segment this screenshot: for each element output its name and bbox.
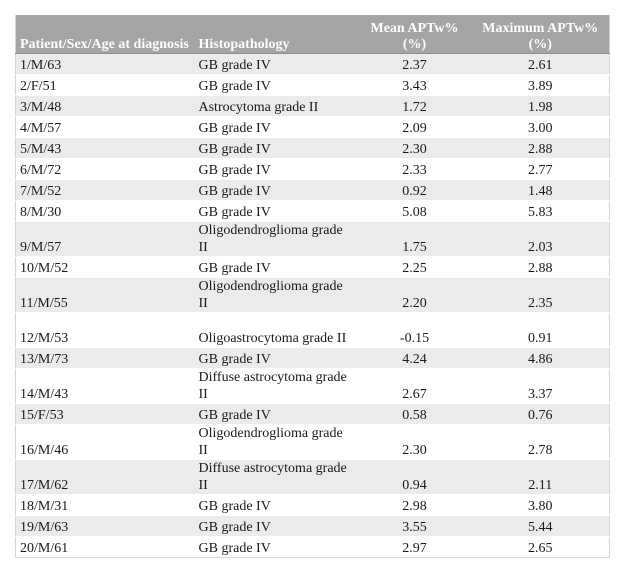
cell-max-aptw: 0.76	[472, 404, 610, 425]
cell-patient: 1/M/63	[16, 54, 195, 75]
cell-patient: 2/F/51	[16, 75, 195, 96]
cell-max-aptw: 3.00	[472, 117, 610, 138]
header-max-aptw: Maximum APTw% (%)	[472, 15, 610, 54]
cell-mean-aptw: 2.25	[358, 257, 472, 278]
cell-patient: 10/M/52	[16, 257, 195, 278]
cell-mean-aptw: 1.75	[358, 222, 472, 257]
table-body	[16, 54, 610, 558]
table-row	[16, 222, 610, 257]
cell-max-aptw: 5.44	[472, 516, 610, 537]
table-row	[16, 180, 610, 201]
cell-patient: 13/M/73	[16, 348, 195, 369]
cell-max-aptw: 2.03	[472, 222, 610, 257]
table-row	[16, 96, 610, 117]
table-row	[16, 348, 610, 369]
cell-mean-aptw: 2.33	[358, 159, 472, 180]
cell-max-aptw: 3.37	[472, 369, 610, 404]
cell-max-aptw: 0.91	[472, 313, 610, 348]
cell-histopathology: Diffuse astrocytoma grade II	[195, 369, 358, 404]
cell-max-aptw: 2.88	[472, 138, 610, 159]
cell-mean-aptw: 4.24	[358, 348, 472, 369]
cell-mean-aptw: 3.55	[358, 516, 472, 537]
cell-mean-aptw: 1.72	[358, 96, 472, 117]
table-row	[16, 138, 610, 159]
table-row	[16, 460, 610, 495]
cell-mean-aptw: 2.20	[358, 278, 472, 313]
table-row	[16, 537, 610, 558]
cell-mean-aptw: 2.97	[358, 537, 472, 558]
cell-mean-aptw: 2.37	[358, 54, 472, 75]
cell-histopathology: Oligodendroglioma grade II	[195, 222, 358, 257]
table-row	[16, 369, 610, 404]
table-row	[16, 75, 610, 96]
table-row	[16, 54, 610, 75]
table-row	[16, 201, 610, 222]
cell-histopathology: GB grade IV	[195, 495, 358, 516]
cell-patient: 14/M/43	[16, 369, 195, 404]
header-patient: Patient/Sex/Age at diagnosis	[16, 15, 195, 54]
cell-mean-aptw: 2.09	[358, 117, 472, 138]
cell-patient: 6/M/72	[16, 159, 195, 180]
cell-max-aptw: 2.77	[472, 159, 610, 180]
cell-patient: 12/M/53	[16, 313, 195, 348]
cell-max-aptw: 2.78	[472, 425, 610, 460]
cell-max-aptw: 3.89	[472, 75, 610, 96]
table-header	[16, 15, 610, 54]
cell-max-aptw: 2.61	[472, 54, 610, 75]
table-row	[16, 257, 610, 278]
header-mean-aptw: Mean APTw% (%)	[358, 15, 472, 54]
cell-histopathology: GB grade IV	[195, 117, 358, 138]
cell-histopathology: GB grade IV	[195, 348, 358, 369]
cell-patient: 15/F/53	[16, 404, 195, 425]
cell-max-aptw: 5.83	[472, 201, 610, 222]
cell-patient: 4/M/57	[16, 117, 195, 138]
cell-max-aptw: 3.80	[472, 495, 610, 516]
cell-patient: 19/M/63	[16, 516, 195, 537]
cell-histopathology: Diffuse astrocytoma grade II	[195, 460, 358, 495]
cell-histopathology: GB grade IV	[195, 54, 358, 75]
table-row	[16, 425, 610, 460]
header-row	[16, 15, 610, 54]
cell-mean-aptw: 3.43	[358, 75, 472, 96]
cell-patient: 8/M/30	[16, 201, 195, 222]
cell-histopathology: Astrocytoma grade II	[195, 96, 358, 117]
table-row	[16, 495, 610, 516]
table-row	[16, 117, 610, 138]
cell-histopathology: GB grade IV	[195, 516, 358, 537]
cell-patient: 11/M/55	[16, 278, 195, 313]
cell-histopathology: Oligodendroglioma grade II	[195, 425, 358, 460]
cell-mean-aptw: -0.15	[358, 313, 472, 348]
cell-mean-aptw: 2.30	[358, 138, 472, 159]
table-row	[16, 278, 610, 313]
cell-max-aptw: 4.86	[472, 348, 610, 369]
cell-max-aptw: 2.35	[472, 278, 610, 313]
cell-max-aptw: 2.65	[472, 537, 610, 558]
header-histopathology: Histopathology	[195, 15, 358, 54]
cell-patient: 9/M/57	[16, 222, 195, 257]
table-row	[16, 159, 610, 180]
table-row	[16, 404, 610, 425]
cell-mean-aptw: 0.58	[358, 404, 472, 425]
cell-max-aptw: 1.48	[472, 180, 610, 201]
cell-mean-aptw: 2.67	[358, 369, 472, 404]
cell-patient: 20/M/61	[16, 537, 195, 558]
table-row	[16, 313, 610, 348]
data-table-container	[15, 15, 609, 558]
table-row	[16, 516, 610, 537]
cell-mean-aptw: 5.08	[358, 201, 472, 222]
cell-histopathology: GB grade IV	[195, 138, 358, 159]
cell-histopathology: GB grade IV	[195, 180, 358, 201]
cell-patient: 5/M/43	[16, 138, 195, 159]
cell-histopathology: Oligodendroglioma grade II	[195, 278, 358, 313]
cell-max-aptw: 2.88	[472, 257, 610, 278]
cell-patient: 7/M/52	[16, 180, 195, 201]
cell-patient: 18/M/31	[16, 495, 195, 516]
patient-aptw-table	[15, 15, 610, 558]
cell-histopathology: GB grade IV	[195, 75, 358, 96]
cell-mean-aptw: 0.92	[358, 180, 472, 201]
cell-mean-aptw: 0.94	[358, 460, 472, 495]
cell-patient: 3/M/48	[16, 96, 195, 117]
cell-histopathology: Oligoastrocytoma grade II	[195, 313, 358, 348]
cell-histopathology: GB grade IV	[195, 404, 358, 425]
cell-mean-aptw: 2.30	[358, 425, 472, 460]
cell-histopathology: GB grade IV	[195, 537, 358, 558]
cell-patient: 16/M/46	[16, 425, 195, 460]
cell-histopathology: GB grade IV	[195, 201, 358, 222]
cell-histopathology: GB grade IV	[195, 257, 358, 278]
cell-max-aptw: 1.98	[472, 96, 610, 117]
cell-patient: 17/M/62	[16, 460, 195, 495]
cell-max-aptw: 2.11	[472, 460, 610, 495]
cell-mean-aptw: 2.98	[358, 495, 472, 516]
cell-histopathology: GB grade IV	[195, 159, 358, 180]
